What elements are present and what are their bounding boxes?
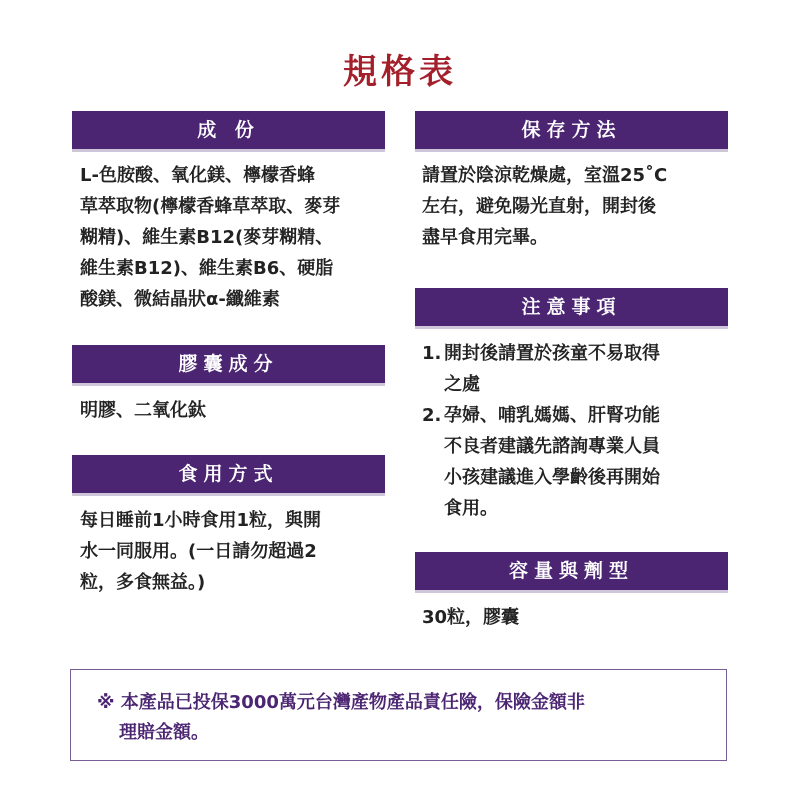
text-line: 明膠、二氧化鈦 [80,400,206,421]
item-number: 2. [422,405,442,426]
cautions-header: 注意事項 [415,288,728,329]
notice-line: 理賠金額。 [119,722,209,743]
text-line: 糊精)、維生素B12(麥芽糊精、 [80,227,334,248]
text-line: 盡早食用完畢。 [422,227,548,248]
ingredients-text [80,160,340,315]
cautions-list [422,338,660,524]
volume-header: 容量與劑型 [415,552,728,593]
list-item [422,400,660,524]
usage-text [80,505,321,598]
capsule-header: 膠囊成分 [72,345,385,386]
text-line: 維生素B12)、維生素B6、硬脂 [80,258,334,279]
text-line: 30粒，膠囊 [422,607,520,628]
text-line: 粒，多食無益。) [80,572,206,593]
storage-text [422,160,667,253]
text-line: 請置於陰涼乾燥處，室溫25˚C [422,165,668,186]
text-line: 孕婦、哺乳媽媽、肝腎功能 [444,405,660,426]
insurance-notice [70,669,727,761]
text-line: 不良者建議先諮詢專業人員 [444,436,660,457]
page-title: 規格表 [343,52,457,92]
text-line: 小孩建議進入學齡後再開始 [444,467,660,488]
capsule-text [80,395,206,426]
storage-header: 保存方法 [415,111,728,152]
text-line: 左右，避免陽光直射，開封後 [422,196,656,217]
text-line: 酸鎂、微結晶狀α-纖維素 [80,289,280,310]
text-line: 水一同服用。(一日請勿超過2 [80,541,317,562]
list-item [422,338,660,400]
text-line: 每日睡前1小時食用1粒，與開 [80,510,322,531]
text-line: 開封後請置於孩童不易取得 [444,343,660,364]
usage-header: 食用方式 [72,455,385,496]
ingredients-header: 成 份 [72,111,385,152]
text-line: L-色胺酸、氧化鎂、檸檬香蜂 [80,165,315,186]
text-line: 之處 [444,374,480,395]
text-line: 食用。 [444,498,498,519]
text-line: 草萃取物(檸檬香蜂草萃取、麥芽 [80,196,341,217]
volume-text [422,602,519,633]
notice-line: ※ 本產品已投保3000萬元台灣產物產品責任險，保險金額非 [97,692,585,713]
item-number: 1. [422,343,442,364]
